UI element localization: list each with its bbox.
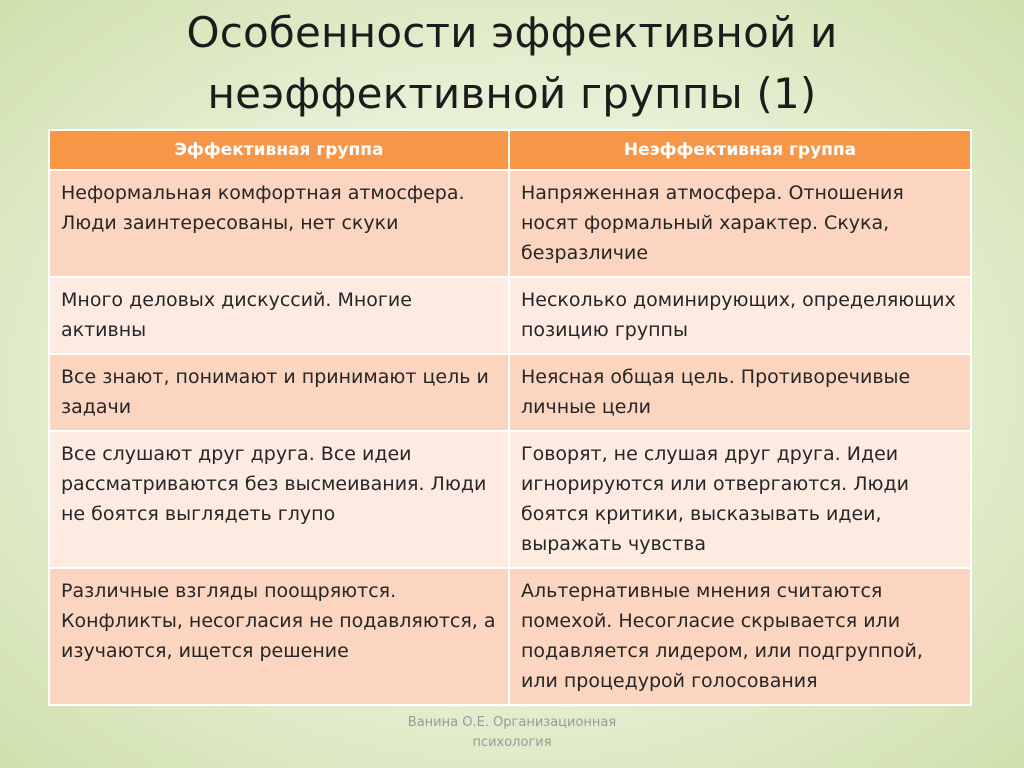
table-row: [49, 170, 971, 277]
table-header-row: [49, 130, 971, 170]
cell-effective: Много деловых дискуссий. Многие активны: [49, 277, 509, 354]
cell-ineffective: Несколько доминирующих, определяющих позицию группы: [509, 277, 971, 354]
table-row: [49, 277, 971, 354]
header-ineffective-group: Неэффективная группа: [509, 130, 971, 170]
cell-ineffective: Напряженная атмосфера. Отношения носят формальный характер. Скука, безразличие: [509, 170, 971, 277]
cell-effective: Различные взгляды поощряются. Конфликты, несогласия не подавляются, а изучаются, ищется решение: [49, 568, 509, 705]
footer-line-2: психология: [472, 735, 552, 750]
footer-line-1: Ванина О.Е. Организационная: [407, 715, 617, 730]
cell-ineffective: Говорят, не слушая друг друга. Идеи игнорируются или отвергаются. Люди боятся критики, высказывать идеи, выражать чувства: [509, 431, 971, 568]
comparison-table: [48, 129, 972, 706]
cell-ineffective: Неясная общая цель. Противоречивые личные цели: [509, 354, 971, 431]
cell-effective: Неформальная комфортная атмосфера. Люди заинтересованы, нет скуки: [49, 170, 509, 277]
cell-effective: Все слушают друг друга. Все идеи рассматриваются без высмеивания. Люди не боятся выглядеть глупо: [49, 431, 509, 568]
cell-effective: Все знают, понимают и принимают цель и задачи: [49, 354, 509, 431]
header-effective-group: Эффективная группа: [49, 130, 509, 170]
slide-title: [0, 2, 1024, 124]
title-line-1: Особенности эффективной и: [186, 8, 838, 57]
table-row: [49, 354, 971, 431]
title-line-2: неэффективной группы (1): [207, 69, 817, 118]
cell-ineffective: Альтернативные мнения считаются помехой. Несогласие скрывается или подавляется лидером, или подгруппой, или процедурой голосования: [509, 568, 971, 705]
table-row: [49, 431, 971, 568]
footer-credit: [0, 713, 1024, 753]
table-row: [49, 568, 971, 705]
